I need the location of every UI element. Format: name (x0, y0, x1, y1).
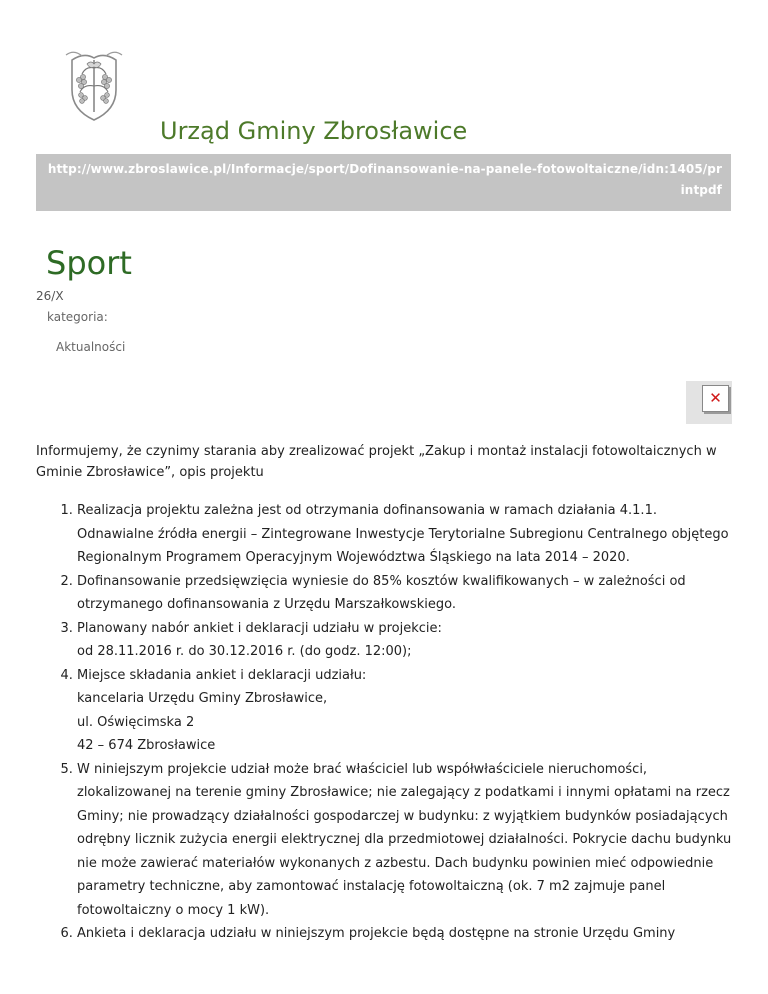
list-item: 5. W niniejszym projekcie udział może brać właściciel lub współwłaściciele nieruchomości, zlokalizowanej na terenie gminy Zbrosławice; nie zalegający z podatkami i innymi opłatami na rzecz Gminy; nie prowadzący działalności gospodarczej w budynku: z wyjątkiem budynków posiadających odrębny licznik zużycia energii elektrycznej dla przedmiotowej działalności. Pokrycie dachu budynku nie może zawierać materiałów wykonanych z azbestu. Dach budynku powinien mieć odpowiednie parametry techniczne, aby zamontować instalację fotowoltaiczną (ok. 7 m2 zajmuje panel fotowoltaiczny o mocy 1 kW). (77, 758, 736, 923)
grapevine-shield-icon (58, 46, 130, 124)
article-date: 26/X (36, 289, 64, 303)
list-item-detail: od 28.11.2016 r. do 30.12.2016 r. (do godz. 12:00); (77, 644, 412, 659)
category-value[interactable]: Aktualności (56, 340, 126, 354)
article-intro: Informujemy, że czynimy starania aby zrealizować projekt „Zakup i montaż instalacji fotowoltaicznych w Gminie Zbrosławice”, opis projektu (36, 444, 717, 480)
list-item-detail: ul. Oświęcimska 2 (77, 714, 195, 730)
list-item-detail: 42 – 674 Zbrosławice (77, 738, 216, 753)
category-label: kategoria: (47, 310, 108, 324)
list-item: 3. Planowany nabór ankiet i deklaracji udziału w projekcie: od 28.11.2016 r. do 30.12.2016 r. (do godz. 12:00); (77, 617, 736, 664)
broken-image-icon: ✕ (702, 385, 729, 412)
list-item: 2. Dofinansowanie przedsięwzięcia wyniesie do 85% kosztów kwalifikowanych – w zależności od otrzymanego dofinansowania z Urzędu Marszałkowskiego. (77, 570, 736, 617)
list-item-detail: kancelaria Urzędu Gminy Zbrosławice, (77, 691, 328, 706)
list-item: 6. Ankieta i deklaracja udziału w niniejszym projekcie będą dostępne na stronie Urzędu Gminy (77, 922, 736, 946)
source-url[interactable]: http://www.zbroslawice.pl/Informacje/sport/Dofinansowanie-na-panele-fotowoltaiczne/idn:1405/printpdf (47, 162, 722, 197)
project-points-list (36, 499, 736, 946)
list-item: 4. Miejsce składania ankiet i deklaracji udziału: kancelaria Urzędu Gminy Zbrosławice, ul. Oświęcimska 2 42 – 674 Zbrosławice (77, 664, 736, 758)
source-url-bar (36, 154, 731, 211)
list-item: 1. Realizacja projektu zależna jest od otrzymania dofinansowania w ramach działania 4.1.1. Odnawialne źródła energii – Zintegrowane Inwestycje Terytorialne Subregionu Centralnego objętego Regionalnym Programem Operacyjnym Województwa Śląskiego na lata 2014 – 2020. (77, 499, 736, 570)
article-image (686, 381, 732, 424)
coat-of-arms-logo (58, 46, 130, 124)
section-title: Sport (46, 244, 132, 282)
organization-title: Urząd Gminy Zbrosławice (160, 117, 468, 145)
